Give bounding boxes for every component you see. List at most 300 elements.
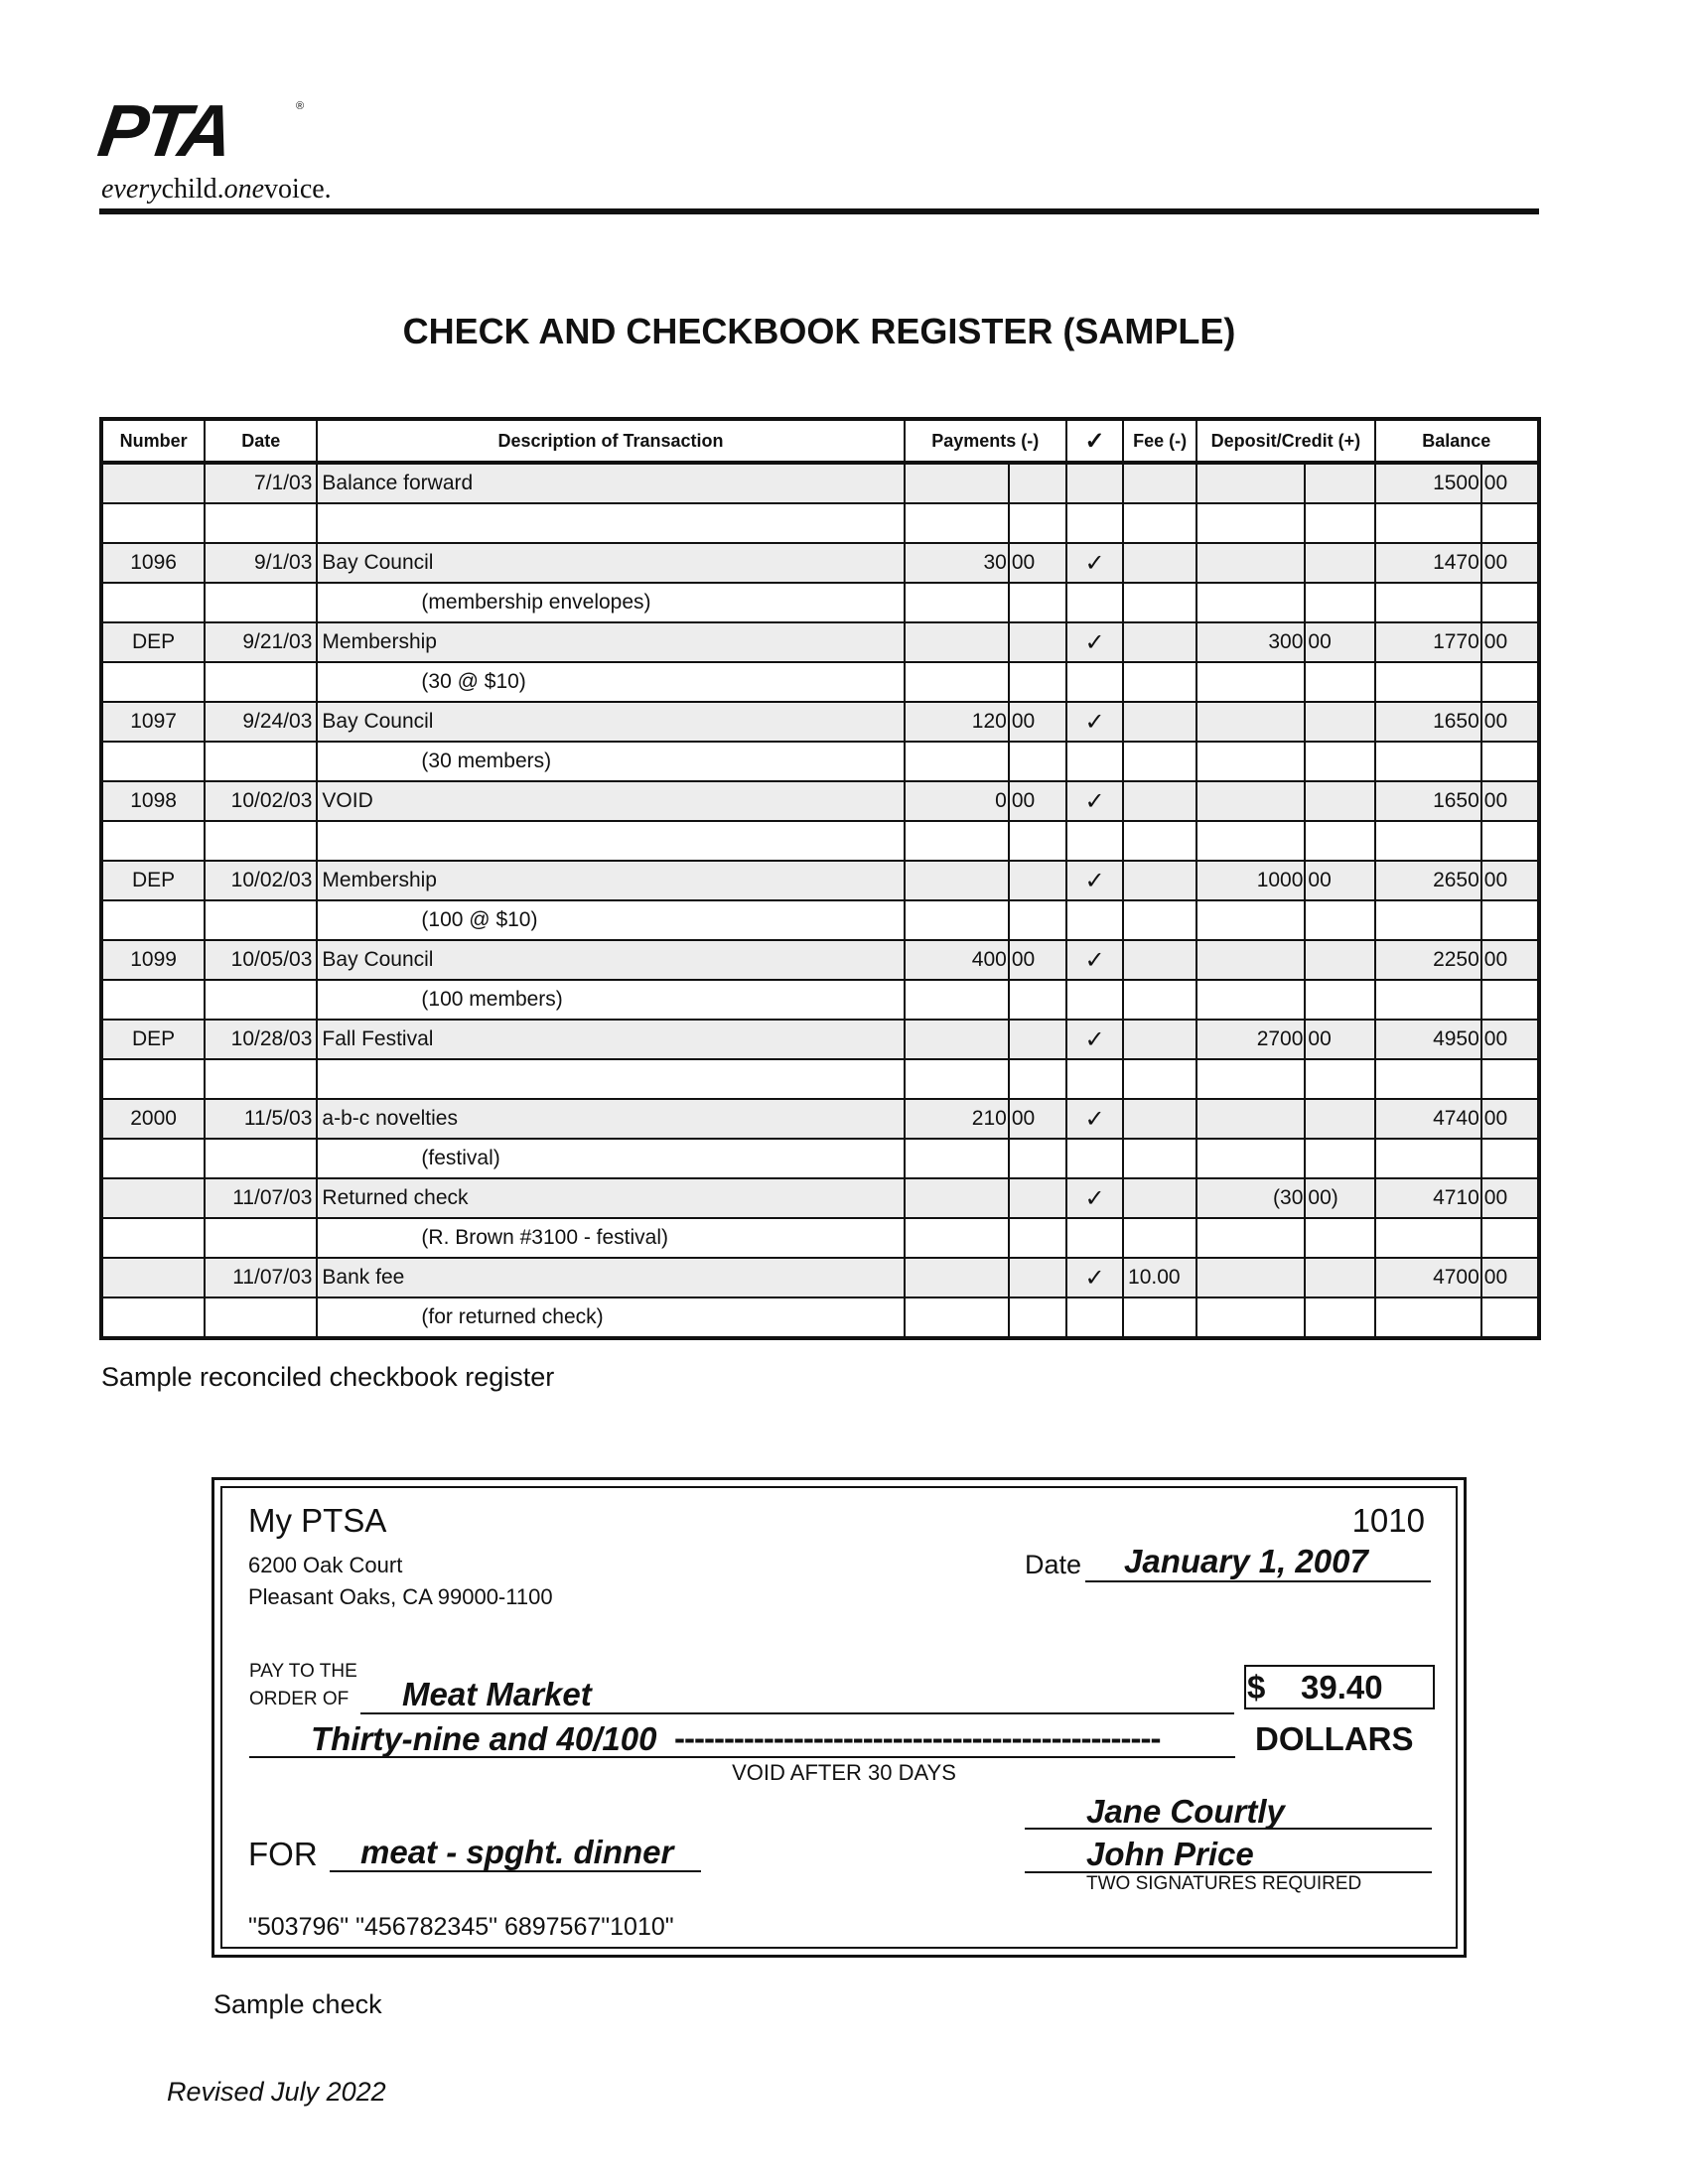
cell-fee	[1123, 1139, 1196, 1178]
cell-payment-dollars	[905, 1178, 1009, 1218]
cell-deposit-dollars: 2700	[1196, 1020, 1305, 1059]
cell-description: (for returned check)	[317, 1297, 904, 1338]
cell-date: 9/21/03	[205, 622, 317, 662]
cell-deposit-cents: 00	[1305, 861, 1374, 900]
cell-payment-cents	[1009, 861, 1066, 900]
cell-deposit-cents: 00)	[1305, 1178, 1374, 1218]
cell-deposit-dollars	[1196, 543, 1305, 583]
cell-balance-dollars: 1470	[1375, 543, 1481, 583]
cell-payment-dollars	[905, 622, 1009, 662]
cell-deposit-cents	[1305, 1099, 1374, 1139]
logo-mark: PTA	[93, 89, 235, 172]
cell-payment-cents	[1009, 503, 1066, 543]
cell-fee	[1123, 742, 1196, 781]
cell-balance-dollars	[1375, 1139, 1481, 1178]
cell-checkmark	[1066, 742, 1123, 781]
cell-balance-dollars	[1375, 900, 1481, 940]
register-caption: Sample reconciled checkbook register	[101, 1362, 555, 1392]
cell-deposit-cents	[1305, 1297, 1374, 1338]
signature-2: John Price	[1086, 1836, 1254, 1872]
cell-description	[317, 503, 904, 543]
cell-balance-cents: 00	[1481, 622, 1539, 662]
cell-description: Balance forward	[317, 463, 904, 503]
cell-number	[101, 583, 205, 622]
cell-deposit-cents	[1305, 583, 1374, 622]
register-row	[101, 1099, 1539, 1139]
checkbook-register	[99, 417, 1541, 1340]
cell-balance-cents	[1481, 1139, 1539, 1178]
cell-payment-cents: 00	[1009, 940, 1066, 980]
cell-balance-dollars	[1375, 980, 1481, 1020]
cell-payment-dollars	[905, 1297, 1009, 1338]
cell-fee	[1123, 662, 1196, 702]
cell-balance-cents	[1481, 900, 1539, 940]
cell-description: Bank fee	[317, 1258, 904, 1297]
cell-fee	[1123, 503, 1196, 543]
cell-date	[205, 1059, 317, 1099]
cell-date	[205, 583, 317, 622]
cell-balance-cents: 00	[1481, 463, 1539, 503]
cell-checkmark	[1066, 980, 1123, 1020]
cell-deposit-cents	[1305, 742, 1374, 781]
cell-date	[205, 662, 317, 702]
col-header-number: Number	[101, 419, 205, 463]
cell-balance-dollars: 2250	[1375, 940, 1481, 980]
cell-date: 11/5/03	[205, 1099, 317, 1139]
cell-payment-dollars	[905, 1218, 1009, 1258]
cell-date	[205, 821, 317, 861]
check-caption: Sample check	[213, 1989, 382, 2019]
register-row	[101, 781, 1539, 821]
cell-checkmark	[1066, 1297, 1123, 1338]
register-row	[101, 1059, 1539, 1099]
cell-number: 1097	[101, 702, 205, 742]
cell-date: 10/02/03	[205, 781, 317, 821]
payer-address-line-1: 6200 Oak Court	[248, 1553, 403, 1577]
cell-description: (100 members)	[317, 980, 904, 1020]
cell-balance-dollars	[1375, 583, 1481, 622]
register-row	[101, 1218, 1539, 1258]
cell-balance-dollars	[1375, 503, 1481, 543]
cell-deposit-cents	[1305, 940, 1374, 980]
cell-payment-dollars: 30	[905, 543, 1009, 583]
cell-balance-dollars: 4950	[1375, 1020, 1481, 1059]
cell-deposit-cents	[1305, 980, 1374, 1020]
col-header-balance: Balance	[1375, 419, 1539, 463]
cell-checkmark	[1066, 463, 1123, 503]
cell-description: Returned check	[317, 1178, 904, 1218]
cell-date	[205, 742, 317, 781]
cell-number	[101, 1218, 205, 1258]
cell-payment-cents	[1009, 1218, 1066, 1258]
cell-fee	[1123, 702, 1196, 742]
header-rule	[99, 208, 1539, 214]
register-row	[101, 662, 1539, 702]
cell-checkmark	[1066, 662, 1123, 702]
revised-note: Revised July 2022	[167, 2077, 386, 2107]
cell-balance-cents: 00	[1481, 1258, 1539, 1297]
register-row	[101, 900, 1539, 940]
cell-checkmark: ✓	[1066, 622, 1123, 662]
pay-to-label-1: PAY TO THE	[249, 1661, 357, 1682]
cell-description: Membership	[317, 861, 904, 900]
cell-balance-cents	[1481, 662, 1539, 702]
cell-payment-cents	[1009, 1297, 1066, 1338]
cell-deposit-dollars: (30	[1196, 1178, 1305, 1218]
cell-fee	[1123, 622, 1196, 662]
cell-checkmark: ✓	[1066, 940, 1123, 980]
cell-date: 9/1/03	[205, 543, 317, 583]
cell-description: Bay Council	[317, 940, 904, 980]
cell-checkmark: ✓	[1066, 1258, 1123, 1297]
cell-number	[101, 900, 205, 940]
cell-balance-dollars	[1375, 1297, 1481, 1338]
cell-fee	[1123, 1297, 1196, 1338]
cell-balance-dollars	[1375, 1218, 1481, 1258]
cell-payment-cents	[1009, 583, 1066, 622]
cell-description: Bay Council	[317, 702, 904, 742]
cell-deposit-dollars: 1000	[1196, 861, 1305, 900]
cell-description: (30 @ $10)	[317, 662, 904, 702]
cell-balance-dollars: 1500	[1375, 463, 1481, 503]
cell-deposit-cents	[1305, 503, 1374, 543]
dollars-label: DOLLARS	[1255, 1720, 1414, 1757]
cell-checkmark: ✓	[1066, 781, 1123, 821]
cell-number	[101, 821, 205, 861]
cell-balance-cents	[1481, 1059, 1539, 1099]
register-row	[101, 980, 1539, 1020]
cell-deposit-dollars	[1196, 1099, 1305, 1139]
cell-balance-cents: 00	[1481, 861, 1539, 900]
cell-balance-dollars	[1375, 821, 1481, 861]
tagline-child: child.	[161, 174, 224, 205]
cell-deposit-dollars	[1196, 821, 1305, 861]
cell-deposit-cents	[1305, 1059, 1374, 1099]
cell-balance-dollars	[1375, 742, 1481, 781]
col-header-checkmark: ✓	[1066, 419, 1123, 463]
cell-payment-cents: 00	[1009, 1099, 1066, 1139]
cell-balance-cents	[1481, 1297, 1539, 1338]
cell-date: 11/07/03	[205, 1178, 317, 1218]
cell-description: (festival)	[317, 1139, 904, 1178]
cell-deposit-dollars	[1196, 662, 1305, 702]
logo-registered-mark: ®	[296, 100, 305, 112]
cell-deposit-dollars	[1196, 781, 1305, 821]
cell-balance-dollars: 1650	[1375, 781, 1481, 821]
cell-balance-cents: 00	[1481, 1178, 1539, 1218]
tagline-one: one	[223, 174, 265, 205]
cell-deposit-cents	[1305, 662, 1374, 702]
cell-number: 1098	[101, 781, 205, 821]
cell-fee	[1123, 1059, 1196, 1099]
cell-deposit-cents	[1305, 900, 1374, 940]
check-number: 1010	[1351, 1502, 1425, 1539]
date-label: Date	[1025, 1550, 1082, 1579]
cell-deposit-dollars	[1196, 503, 1305, 543]
cell-deposit-cents	[1305, 821, 1374, 861]
cell-deposit-dollars	[1196, 463, 1305, 503]
cell-deposit-cents	[1305, 1139, 1374, 1178]
cell-payment-cents: 00	[1009, 702, 1066, 742]
cell-date: 11/07/03	[205, 1258, 317, 1297]
cell-balance-cents	[1481, 821, 1539, 861]
cell-description: a-b-c novelties	[317, 1099, 904, 1139]
cell-deposit-dollars	[1196, 742, 1305, 781]
cell-payment-dollars	[905, 1020, 1009, 1059]
pta-logo	[93, 89, 357, 213]
cell-description: (30 members)	[317, 742, 904, 781]
register-row	[101, 1297, 1539, 1338]
cell-fee	[1123, 1020, 1196, 1059]
cell-description	[317, 821, 904, 861]
cell-fee	[1123, 781, 1196, 821]
cell-payment-dollars: 210	[905, 1099, 1009, 1139]
cell-description: Membership	[317, 622, 904, 662]
cell-deposit-dollars	[1196, 980, 1305, 1020]
register-row	[101, 940, 1539, 980]
register-row	[101, 1139, 1539, 1178]
cell-payment-cents	[1009, 1059, 1066, 1099]
register-row	[101, 742, 1539, 781]
cell-fee	[1123, 543, 1196, 583]
col-header-deposit: Deposit/Credit (+)	[1196, 419, 1374, 463]
cell-fee	[1123, 1218, 1196, 1258]
cell-date	[205, 503, 317, 543]
cell-checkmark	[1066, 1059, 1123, 1099]
register-row	[101, 1178, 1539, 1218]
cell-number	[101, 1059, 205, 1099]
cell-fee	[1123, 1178, 1196, 1218]
cell-fee	[1123, 821, 1196, 861]
cell-date: 9/24/03	[205, 702, 317, 742]
void-notice: VOID AFTER 30 DAYS	[732, 1760, 956, 1785]
cell-checkmark: ✓	[1066, 1099, 1123, 1139]
register-row	[101, 622, 1539, 662]
cell-balance-cents	[1481, 1218, 1539, 1258]
cell-payment-cents	[1009, 900, 1066, 940]
signature-1: Jane Courtly	[1086, 1793, 1285, 1830]
cell-number	[101, 1258, 205, 1297]
cell-balance-cents: 00	[1481, 1099, 1539, 1139]
register-row	[101, 702, 1539, 742]
register-row	[101, 821, 1539, 861]
register-row	[101, 503, 1539, 543]
cell-deposit-cents: 00	[1305, 622, 1374, 662]
cell-number	[101, 1178, 205, 1218]
cell-date	[205, 1297, 317, 1338]
cell-date	[205, 1218, 317, 1258]
logo-tagline	[101, 174, 332, 205]
register-row	[101, 543, 1539, 583]
col-header-fee: Fee (-)	[1123, 419, 1196, 463]
tagline-voice: voice.	[264, 174, 332, 205]
amount-dashes: -------------------------------------------------	[674, 1719, 1161, 1756]
micr-line: "503796" "456782345" 6897567"1010"	[248, 1913, 674, 1941]
cell-payment-cents: 00	[1009, 543, 1066, 583]
cell-checkmark: ✓	[1066, 861, 1123, 900]
register-header-row	[101, 419, 1539, 463]
cell-payment-dollars	[905, 503, 1009, 543]
cell-deposit-cents	[1305, 463, 1374, 503]
cell-balance-dollars: 1650	[1375, 702, 1481, 742]
cell-fee	[1123, 861, 1196, 900]
cell-checkmark	[1066, 583, 1123, 622]
cell-fee	[1123, 900, 1196, 940]
cell-date: 10/05/03	[205, 940, 317, 980]
cell-deposit-cents: 00	[1305, 1020, 1374, 1059]
cell-description: VOID	[317, 781, 904, 821]
cell-payment-cents	[1009, 622, 1066, 662]
cell-checkmark: ✓	[1066, 702, 1123, 742]
cell-date: 7/1/03	[205, 463, 317, 503]
cell-number: 1099	[101, 940, 205, 980]
cell-fee: 10.00	[1123, 1258, 1196, 1297]
cell-checkmark	[1066, 1139, 1123, 1178]
cell-number: 2000	[101, 1099, 205, 1139]
cell-number: 1096	[101, 543, 205, 583]
cell-deposit-cents	[1305, 702, 1374, 742]
cell-description: (R. Brown #3100 - festival)	[317, 1218, 904, 1258]
cell-number	[101, 1139, 205, 1178]
cell-balance-dollars: 4700	[1375, 1258, 1481, 1297]
date-value: January 1, 2007	[1124, 1543, 1368, 1579]
cell-number	[101, 503, 205, 543]
cell-balance-cents	[1481, 583, 1539, 622]
cell-number	[101, 662, 205, 702]
cell-deposit-cents	[1305, 1258, 1374, 1297]
cell-checkmark: ✓	[1066, 543, 1123, 583]
cell-deposit-dollars	[1196, 1059, 1305, 1099]
cell-number	[101, 1297, 205, 1338]
cell-balance-dollars: 1770	[1375, 622, 1481, 662]
cell-payment-dollars	[905, 980, 1009, 1020]
cell-deposit-cents	[1305, 543, 1374, 583]
cell-date	[205, 980, 317, 1020]
cell-payment-dollars: 0	[905, 781, 1009, 821]
cell-payment-cents	[1009, 980, 1066, 1020]
cell-payment-dollars	[905, 1059, 1009, 1099]
cell-payment-dollars	[905, 861, 1009, 900]
cell-payment-cents	[1009, 662, 1066, 702]
cell-date: 10/02/03	[205, 861, 317, 900]
cell-checkmark: ✓	[1066, 1178, 1123, 1218]
cell-balance-cents	[1481, 503, 1539, 543]
cell-balance-dollars: 2650	[1375, 861, 1481, 900]
cell-payment-dollars	[905, 821, 1009, 861]
col-header-description: Description of Transaction	[317, 419, 904, 463]
cell-deposit-dollars	[1196, 1139, 1305, 1178]
cell-payment-dollars: 120	[905, 702, 1009, 742]
tagline-every: every	[101, 174, 162, 205]
pay-to-label-2: ORDER OF	[249, 1689, 350, 1709]
amount-symbol: $	[1247, 1669, 1266, 1706]
cell-balance-cents: 00	[1481, 1020, 1539, 1059]
cell-checkmark	[1066, 900, 1123, 940]
cell-deposit-dollars	[1196, 583, 1305, 622]
cell-description: (membership envelopes)	[317, 583, 904, 622]
cell-balance-dollars: 4740	[1375, 1099, 1481, 1139]
amount-words: Thirty-nine and 40/100	[311, 1720, 657, 1757]
cell-payment-cents	[1009, 1178, 1066, 1218]
cell-deposit-dollars	[1196, 1297, 1305, 1338]
payer-name: My PTSA	[248, 1502, 387, 1539]
cell-payment-cents	[1009, 1020, 1066, 1059]
cell-checkmark	[1066, 503, 1123, 543]
cell-deposit-dollars	[1196, 702, 1305, 742]
cell-payment-dollars	[905, 742, 1009, 781]
cell-balance-dollars: 4710	[1375, 1178, 1481, 1218]
cell-number	[101, 980, 205, 1020]
cell-number: DEP	[101, 861, 205, 900]
cell-description: (100 @ $10)	[317, 900, 904, 940]
page-title: CHECK AND CHECKBOOK REGISTER (SAMPLE)	[402, 311, 1236, 351]
cell-payment-dollars	[905, 583, 1009, 622]
register-row	[101, 1020, 1539, 1059]
cell-payment-dollars	[905, 463, 1009, 503]
register-row	[101, 861, 1539, 900]
cell-fee	[1123, 583, 1196, 622]
cell-description: Fall Festival	[317, 1020, 904, 1059]
cell-deposit-dollars	[1196, 900, 1305, 940]
cell-checkmark	[1066, 1218, 1123, 1258]
cell-fee	[1123, 1099, 1196, 1139]
cell-payment-cents	[1009, 463, 1066, 503]
cell-payment-dollars	[905, 1139, 1009, 1178]
cell-deposit-dollars	[1196, 1258, 1305, 1297]
cell-balance-cents: 00	[1481, 702, 1539, 742]
cell-description	[317, 1059, 904, 1099]
register-row	[101, 583, 1539, 622]
cell-deposit-dollars	[1196, 940, 1305, 980]
cell-balance-dollars	[1375, 1059, 1481, 1099]
col-header-date: Date	[205, 419, 317, 463]
cell-payment-dollars: 400	[905, 940, 1009, 980]
cell-balance-cents: 00	[1481, 940, 1539, 980]
signatures-note: TWO SIGNATURES REQUIRED	[1086, 1873, 1362, 1894]
cell-deposit-cents	[1305, 781, 1374, 821]
payer-address-line-2: Pleasant Oaks, CA 99000-1100	[248, 1584, 553, 1609]
register-body	[101, 463, 1539, 1338]
cell-payment-dollars	[905, 662, 1009, 702]
cell-fee	[1123, 980, 1196, 1020]
cell-checkmark: ✓	[1066, 1020, 1123, 1059]
for-label: FOR	[248, 1836, 318, 1872]
cell-balance-dollars	[1375, 662, 1481, 702]
cell-payment-dollars	[905, 1258, 1009, 1297]
cell-balance-cents: 00	[1481, 543, 1539, 583]
register-row	[101, 463, 1539, 503]
cell-balance-cents	[1481, 980, 1539, 1020]
cell-fee	[1123, 940, 1196, 980]
register-row	[101, 1258, 1539, 1297]
cell-date: 10/28/03	[205, 1020, 317, 1059]
col-header-payments: Payments (-)	[905, 419, 1066, 463]
cell-balance-cents: 00	[1481, 781, 1539, 821]
amount-value: 39.40	[1301, 1669, 1383, 1706]
cell-checkmark	[1066, 821, 1123, 861]
cell-fee	[1123, 463, 1196, 503]
cell-payment-cents	[1009, 742, 1066, 781]
cell-balance-cents	[1481, 742, 1539, 781]
cell-payment-cents	[1009, 1139, 1066, 1178]
cell-payment-cents	[1009, 1258, 1066, 1297]
date-line	[1085, 1580, 1431, 1582]
cell-number	[101, 463, 205, 503]
memo: meat - spght. dinner	[360, 1834, 674, 1870]
cell-deposit-dollars	[1196, 1218, 1305, 1258]
cell-payment-cents	[1009, 821, 1066, 861]
cell-number: DEP	[101, 622, 205, 662]
